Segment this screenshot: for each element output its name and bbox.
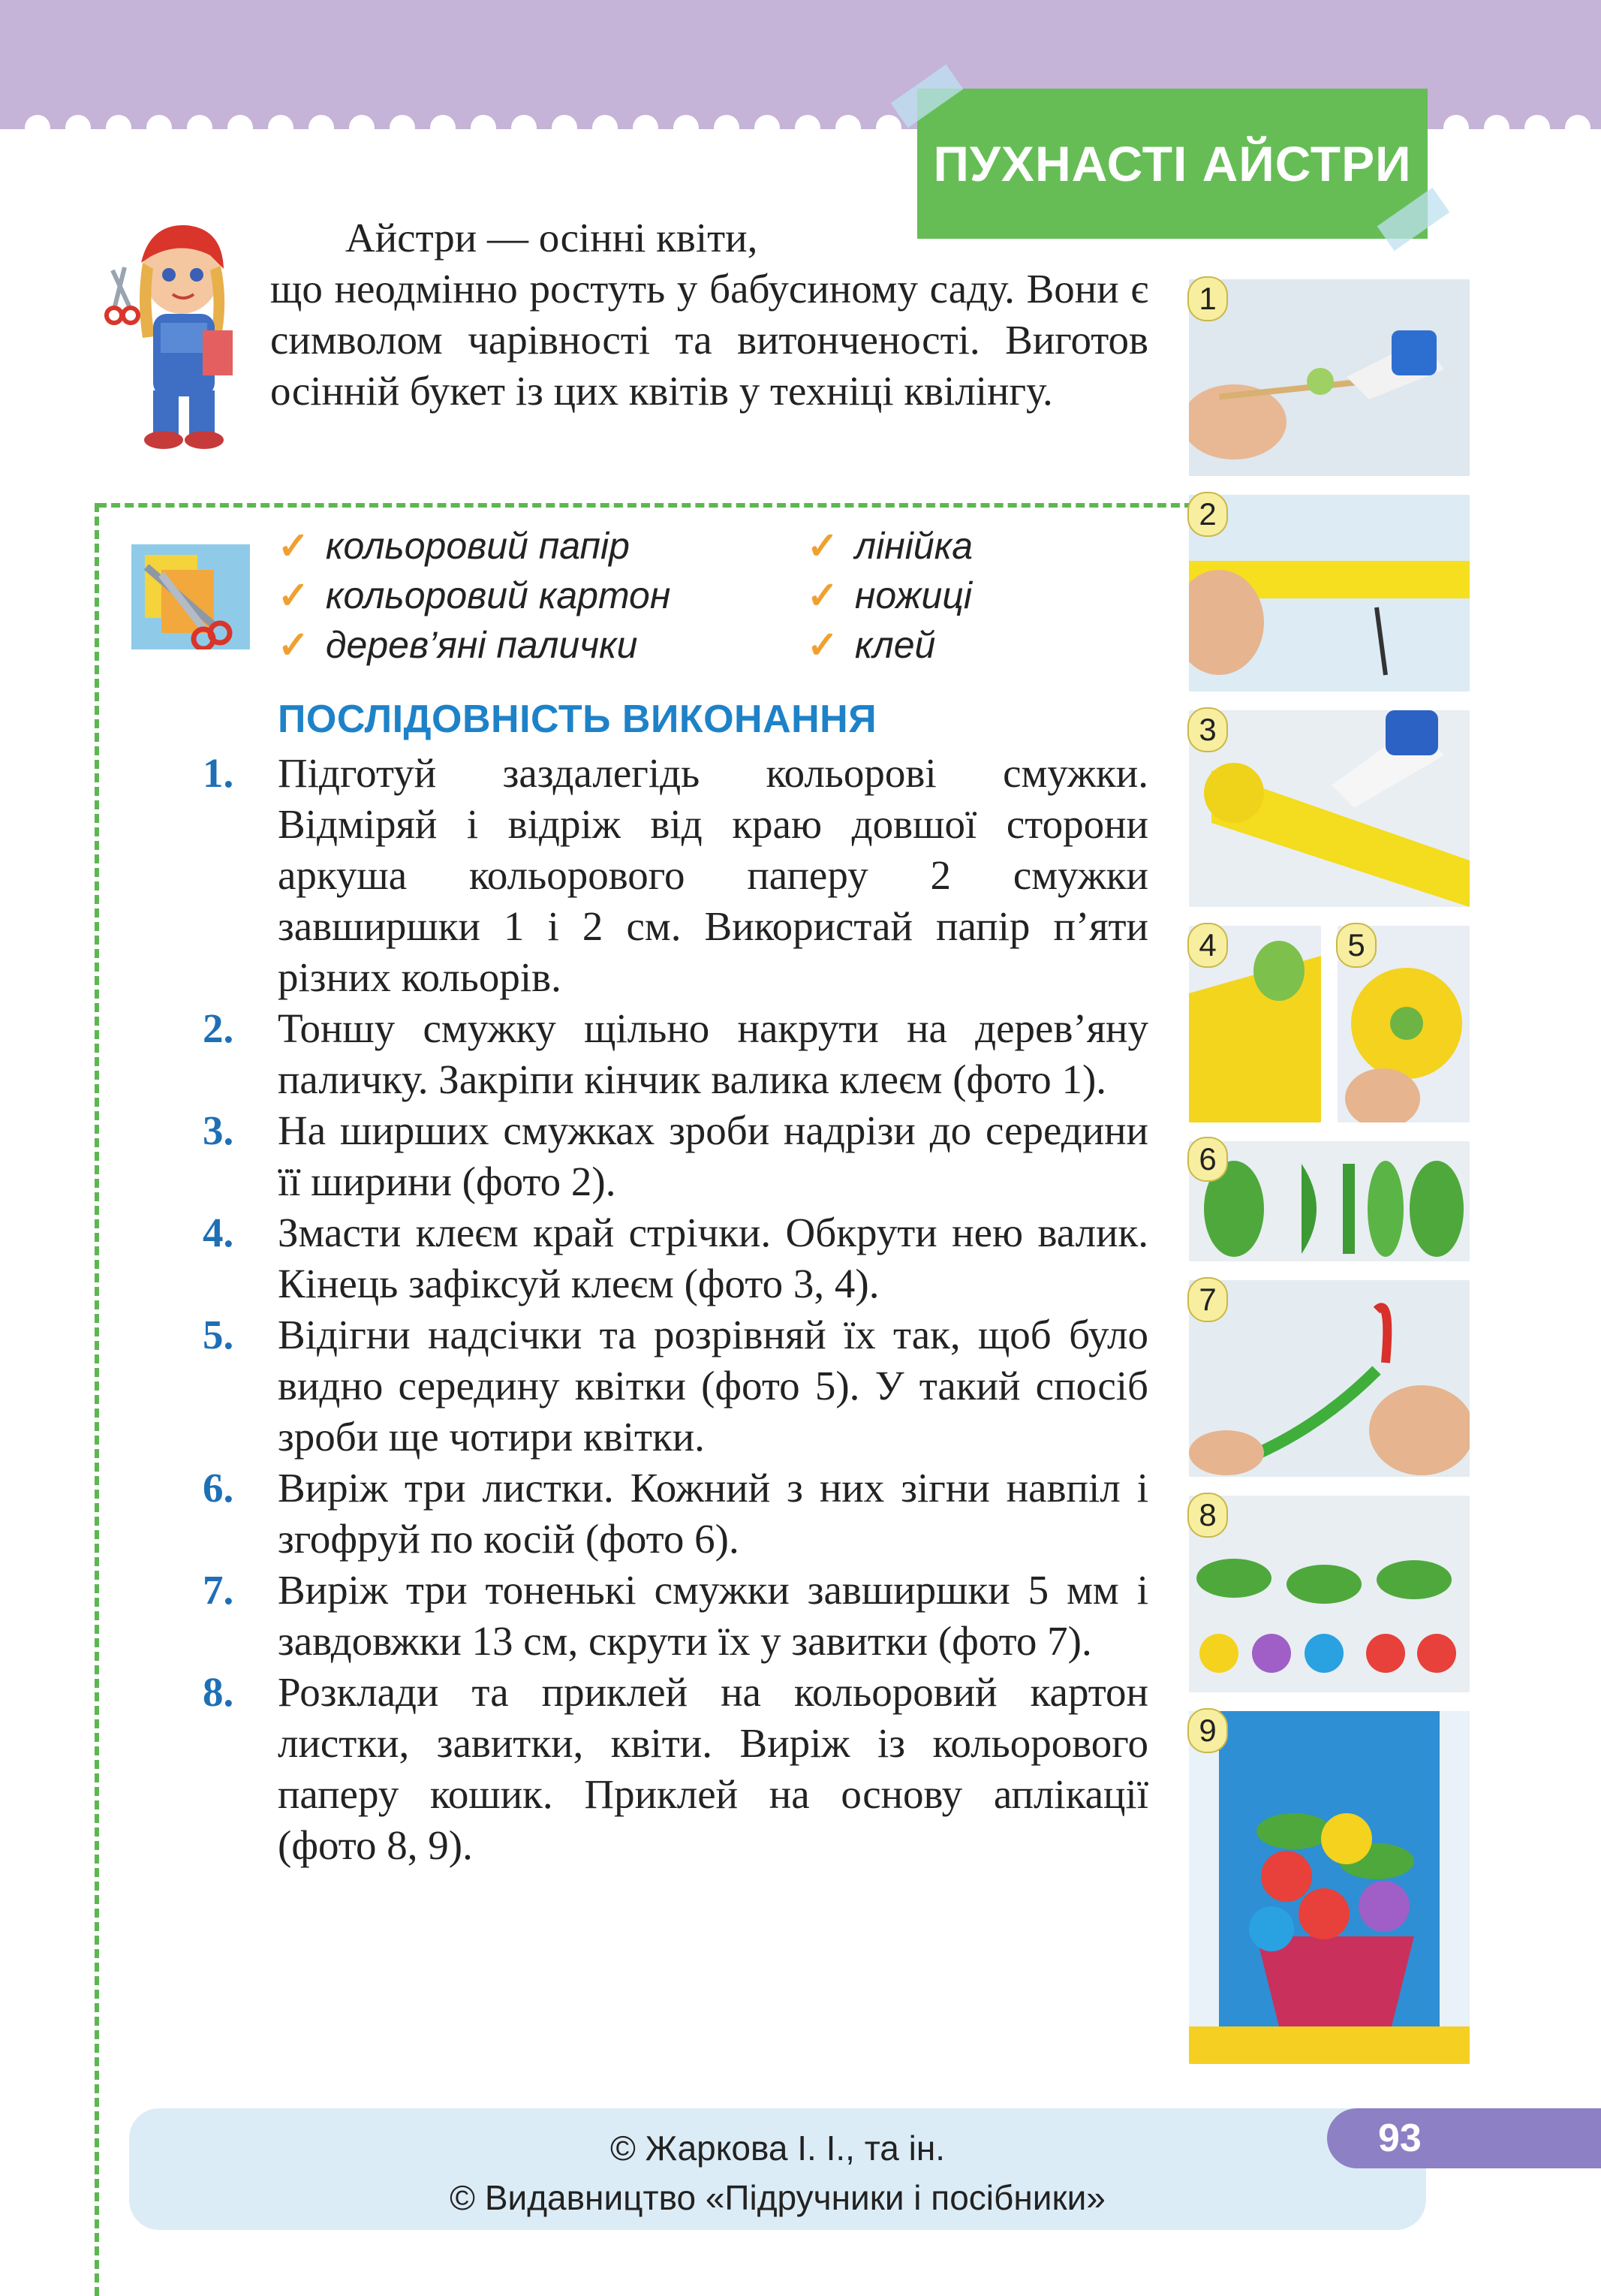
checkmark-icon: ✓	[807, 525, 838, 567]
step-number: 4.	[203, 1210, 234, 1255]
photo-badge: 9	[1187, 1708, 1228, 1753]
photo-badge: 6	[1187, 1137, 1228, 1182]
copyright-publisher: © Видавництво «Підручники і посібники»	[450, 2178, 1106, 2217]
step-text: На ширших смужках зроби надрізи до середини її ширини (фото 2).	[278, 1107, 1148, 1204]
material-item: ✓ кольоровий папір	[278, 525, 630, 567]
checkmark-icon: ✓	[807, 624, 838, 666]
photo-9	[1189, 1711, 1470, 2064]
girl-with-scissors-illustration	[98, 210, 248, 458]
photo-badge: 1	[1187, 276, 1228, 321]
section-heading: ПОСЛІДОВНІСТЬ ВИКОНАННЯ	[278, 698, 877, 741]
photo-badge: 2	[1187, 492, 1228, 537]
step-number: 3.	[203, 1107, 234, 1153]
material-item: ✓ клей	[807, 624, 936, 666]
material-item: ✓ кольоровий картон	[278, 574, 671, 616]
step-item	[195, 1003, 1148, 1105]
step-item	[195, 1463, 1148, 1565]
step-text: Підготуй заздалегідь кольорові смужки. Відміряй і відріж від краю довшої сторони аркуша кольорового паперу 2 смужки завширшки 1 і 2 см. Використай папір п’яти різних кольорів.	[278, 750, 1148, 1000]
step-item	[195, 1309, 1148, 1463]
photo-badge: 3	[1187, 707, 1228, 752]
tools-icon	[131, 544, 250, 649]
copyright-authors: © Жаркова І. І., та ін.	[609, 2129, 946, 2168]
material-item: ✓ дерев’яні палички	[278, 624, 638, 666]
material-item: ✓ лінійка	[807, 525, 974, 567]
step-item	[195, 1105, 1148, 1207]
checkmark-icon: ✓	[278, 525, 309, 567]
step-text: Виріж три листки. Кожний з них зігни навпіл і згофруй по косій (фото 6).	[278, 1465, 1148, 1562]
photo-badge: 8	[1187, 1493, 1228, 1538]
photo-badge: 7	[1187, 1277, 1228, 1322]
step-number: 8.	[203, 1669, 234, 1715]
page-number: 93	[1378, 2117, 1422, 2160]
checkmark-icon: ✓	[278, 574, 309, 616]
step-item	[195, 748, 1148, 1003]
step-text: Тоншу смужку щільно накрути на дерев’яну паличку. Закріпи кінчик валика клеєм (фото 1).	[278, 1005, 1148, 1102]
footer-copyright	[129, 2108, 1426, 2230]
checkmark-icon: ✓	[278, 624, 309, 666]
photo-8	[1189, 1496, 1470, 1692]
step-number: 6.	[203, 1465, 234, 1511]
dashed-margin-line	[95, 503, 99, 2296]
material-item: ✓ ножиці	[807, 574, 973, 616]
photo-badge: 5	[1336, 923, 1377, 968]
photo-2	[1189, 495, 1470, 692]
step-number: 5.	[203, 1312, 234, 1357]
step-text: Відігни надсічки та розрівняй їх так, щоб було видно середину квітки (фото 5). У такий спосіб зроби ще чотири квітки.	[278, 1312, 1148, 1460]
step-number: 7.	[203, 1567, 234, 1613]
photo-6	[1189, 1141, 1470, 1261]
step-item	[195, 1207, 1148, 1309]
dashed-divider	[98, 503, 1193, 508]
photo-badge: 4	[1187, 923, 1228, 968]
intro-paragraph	[270, 212, 1148, 417]
step-text: Виріж три тоненькі смужки завширшки 5 мм і завдовжки 13 см, скрути їх у завитки (фото 7).	[278, 1567, 1148, 1664]
intro-rest: що неодмінно ростуть у бабусиному саду. Вони є символом чарівності та витонченості. Виготов осінній букет із цих квітів у техніці квілінгу.	[270, 266, 1148, 414]
step-text: Розклади та приклей на кольоровий картон листки, завитки, квіти. Виріж із кольорового паперу кошик. Приклей на основу аплікації (фото 8, 9).	[278, 1669, 1148, 1868]
steps-list	[195, 748, 1148, 1871]
step-text: Змасти клеєм край стрічки. Обкрути нею валик. Кінець зафіксуй клеєм (фото 3, 4).	[278, 1210, 1148, 1306]
step-number: 1.	[203, 750, 234, 796]
checkmark-icon: ✓	[807, 574, 838, 616]
page-title: ПУХНАСТІ АЙСТРИ	[933, 136, 1412, 191]
step-item	[195, 1565, 1148, 1667]
photo-7	[1189, 1280, 1470, 1477]
page-number-badge	[1327, 2108, 1601, 2168]
step-number: 2.	[203, 1005, 234, 1051]
step-item	[195, 1667, 1148, 1871]
intro-first-line: Айстри — осінні квіти,	[345, 215, 758, 261]
photo-1	[1189, 279, 1470, 476]
photo-3	[1189, 710, 1470, 907]
